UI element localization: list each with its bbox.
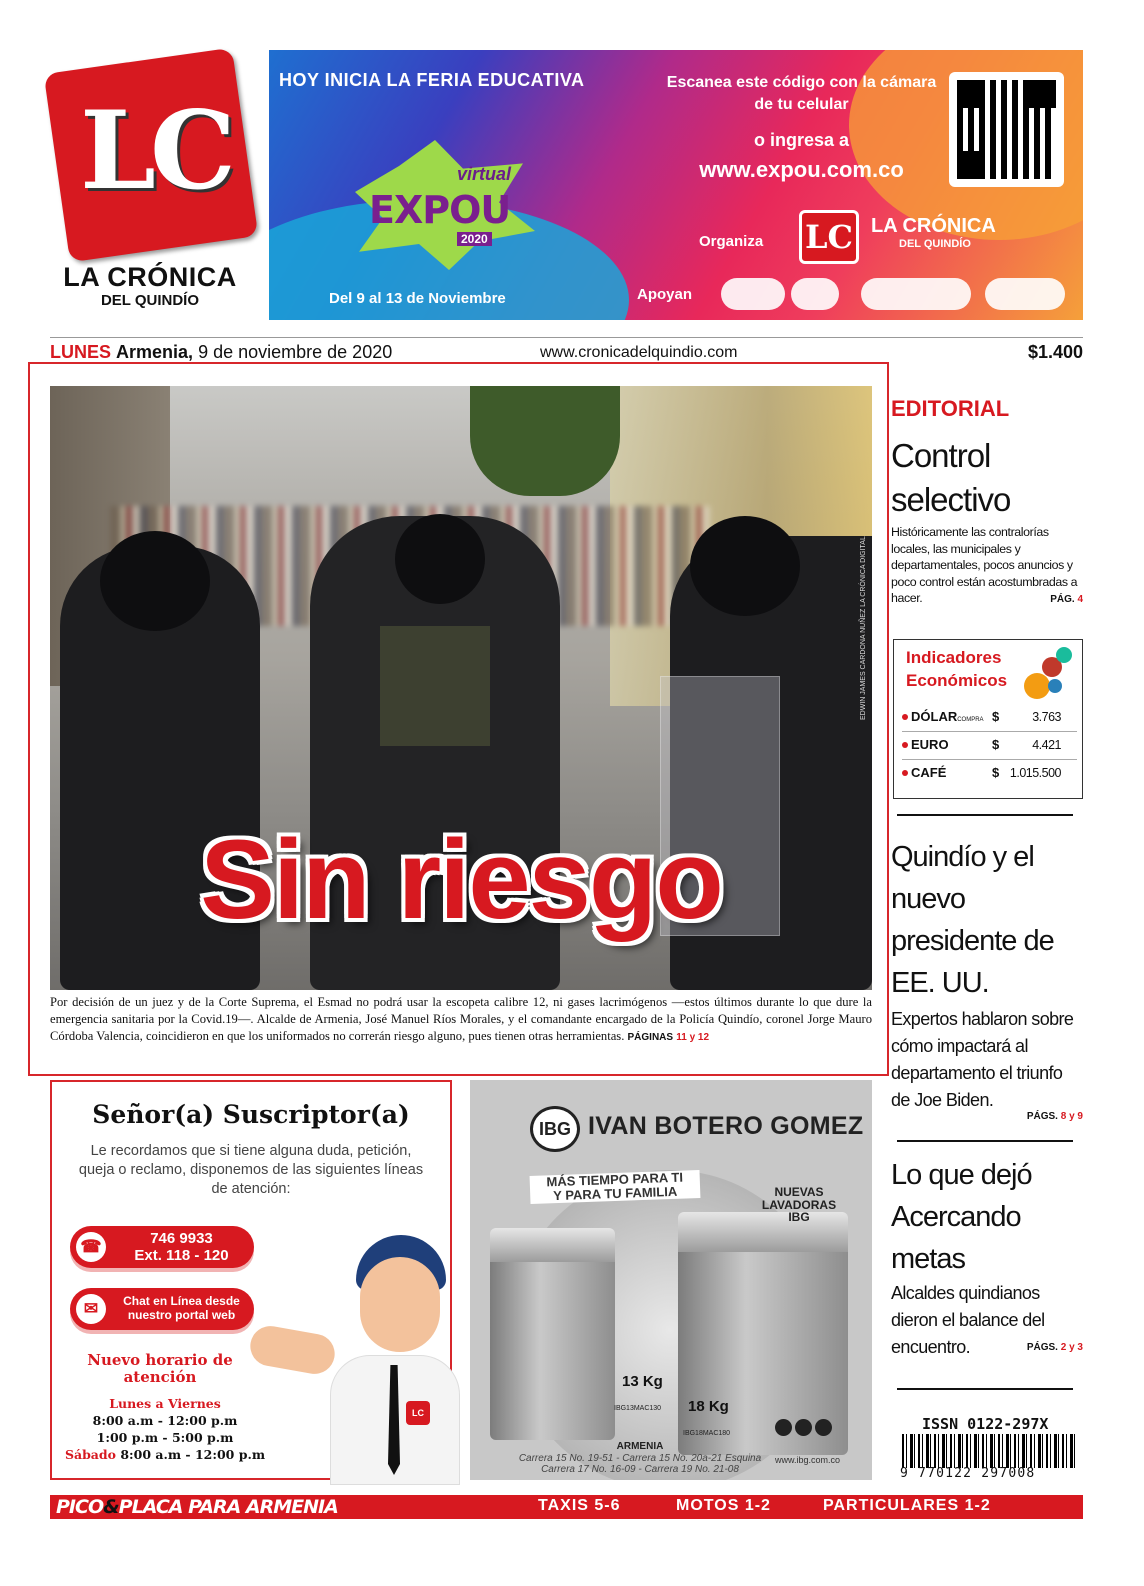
top-rule [50,337,1083,338]
subscriber-title: Señor(a) Suscriptor(a) [92,1100,410,1129]
indicator-currency: $ [992,737,1000,752]
expou-tag: virtual [457,164,512,184]
barcode-number: 9 770122 297008 [900,1466,1036,1481]
ibg-addr2: Carrera 17 No. 16-09 - Carrera 19 No. 21-08 [541,1464,739,1475]
banner-url[interactable]: www.expou.com.co [699,157,904,182]
organizer-subname: DEL QUINDÍO [899,238,971,250]
lead-caption [50,994,872,1046]
indicator-currency: $ [992,765,1000,780]
youtube-icon [815,1419,832,1436]
organiza-label: Organiza [699,233,764,250]
chat-pill[interactable] [70,1288,254,1330]
taxis-rule: TAXIS 5-6 [538,1497,621,1514]
indicator-row-cafe [902,762,1077,788]
expou-word: EXPOU [369,188,511,232]
weekdays-am: 8:00 a.m - 12:00 p.m [92,1413,238,1428]
social-icons [775,1419,845,1439]
saturday-label: Sábado [64,1447,116,1462]
weekdays-label: Lunes a Viernes [109,1396,221,1411]
apoyan-label: Apoyan [637,286,693,303]
phone-number: 746 9933 [150,1230,213,1247]
banner-dates: Del 9 al 13 de Noviembre [329,290,506,307]
pico-word: PICO [56,1496,104,1518]
editorial-text: Históricamente las contralorías locales, las municipales y departamentales, pocos anuncios y poco control están acostumbradas a hacer. [891,525,1078,605]
chat-line1: Chat en Línea desde [123,1294,240,1308]
editorial-pag-label: PÁG. [1050,594,1075,605]
indicator-value: 4.421 [1032,738,1061,752]
phone-icon: ☎ [76,1232,106,1262]
ibg-web[interactable]: www.ibg.com.co [775,1455,841,1465]
story-pag-label: PÁGS. [1026,1342,1058,1353]
lead-pages-label: PÁGINAS [627,1032,674,1043]
phone-pill[interactable] [70,1226,254,1268]
story-text-acercando: Alcaldes quindianos dieron el balance del encuentro. [891,1283,1045,1357]
ibg-logo: IBG [530,1106,580,1152]
photo-credit: EDWIN JAMES CARDONA NUÑEZ LA CRÓNICA DIGITAL [860,536,867,720]
agent-badge: LC [406,1401,430,1425]
placa-word: PLACA PARA ARMENIA [118,1496,338,1518]
indicator-name: DÓLAR [911,709,958,724]
ibg-nuevas: NUEVAS LAVADORAS IBG [761,1185,837,1224]
indicators-title-line1: Indicadores [906,648,1002,667]
ibg-slogan-line1: MÁS TIEMPO PARA TI [546,1169,684,1190]
washer-model-2: IBG18MAC180 [683,1430,731,1437]
editorial-title[interactable]: Control selectivo [891,437,1011,518]
indicator-row-dolar [902,706,1077,732]
washer-capacity-2: 18 Kg [688,1398,729,1415]
story-pag: 8 y 9 [1060,1111,1083,1122]
pico-placa-title [56,1496,338,1518]
particulares-rule: PARTICULARES 1-2 [823,1497,991,1514]
issn-label: ISSN 0122-297X [922,1415,1049,1433]
pico-placa-bar [50,1495,1083,1519]
qr-code-icon [949,72,1064,187]
story-title-acercando[interactable]: Lo que dejó Acercando metas [891,1159,1032,1275]
divider [897,814,1073,816]
editorial-kicker: EDITORIAL [891,396,1010,421]
story-page-ref[interactable] [891,1111,1083,1122]
sponsor-logo-1 [721,278,785,310]
organizer-name: LA CRÓNICA [871,215,996,237]
phone-ext: Ext. 118 - 120 [134,1247,229,1264]
indicators-chart-icon [1018,645,1078,703]
editorial-pag: 4 [1077,594,1083,605]
schedule-title: Nuevo horario de atención [87,1351,233,1386]
indicator-note: COMPRA [957,717,984,723]
newspaper-name: LA CRÓNICA [63,262,237,292]
organizer-logo: LC [799,210,859,264]
indicator-value: 3.763 [1032,710,1061,724]
subscriber-text: Le recordamos que si tiene alguna duda, petición, queja o reclamo, disponemos de las siguientes líneas de atención: [78,1143,424,1197]
call-center-agent-illustration [250,1225,450,1480]
divider [897,1388,1073,1390]
lead-headline[interactable]: Sin riesgo [200,817,722,942]
story-text-quindio: Expertos hablaron sobre cómo impactará al departamento el triunfo de Joe Biden. [891,1009,1074,1110]
lead-pages[interactable]: 11 y 12 [676,1032,710,1043]
indicator-name: CAFÉ [911,765,947,780]
dateline-city: Armenia, [116,342,194,362]
ibg-addr1: Carrera 15 No. 19-51 - Carrera 15 No. 20a-21 Esquina [518,1452,762,1464]
banner-headline: HOY INICIA LA FERIA EDUCATIVA [279,70,585,90]
dateline [50,342,392,363]
saturday-hours: 8:00 a.m - 12:00 p.m [120,1447,266,1462]
dateline-date: 9 de noviembre de 2020 [198,342,393,362]
indicators-title-line2: Económicos [906,671,1008,690]
story-page-ref[interactable] [891,1342,1083,1353]
banner-or-text: o ingresa a [753,130,850,150]
issue-price: $1.400 [1027,342,1083,362]
expou-banner-ad[interactable] [269,50,1083,320]
divider [897,1140,1073,1142]
dateline-day: LUNES [50,342,112,362]
chat-line2: nuestro portal web [127,1308,236,1322]
weekdays-pm: 1:00 p.m - 5:00 p.m [96,1430,234,1445]
indicator-currency: $ [992,709,1000,724]
indicator-row-euro [902,734,1077,760]
newspaper-subname: DEL QUINDÍO [100,292,200,309]
website-link[interactable]: www.cronicadelquindio.com [540,344,738,361]
ibg-address [490,1441,790,1476]
indicator-value: 1.015.500 [1009,766,1061,780]
logo-letters: LC [80,88,230,214]
ibg-slogan [530,1170,701,1204]
banner-scan-text: Escanea este código con la cámara de tu celular [666,74,937,113]
saturday-line [60,1446,270,1463]
facebook-icon [775,1419,792,1436]
expou-year: 2020 [457,232,492,246]
story-title-quindio[interactable]: Quindío y el nuevo presidente de EE. UU. [891,841,1054,999]
story-pag: 2 y 3 [1060,1342,1083,1353]
ibg-name: IVAN BOTERO GOMEZ [588,1112,864,1140]
barcode-icon [902,1434,1078,1468]
chat-icon: ✉ [76,1294,106,1324]
story-pag-label: PÁGS. [1026,1111,1058,1122]
sponsor-logo-2 [791,278,839,310]
amp-symbol: & [103,1496,119,1518]
ibg-slogan-line2: Y PARA TU FAMILIA [553,1183,678,1204]
lead-caption-text: Por decisión de un juez y de la Corte Suprema, el Esmad no podrá usar la escopeta calibre 12, ni gases lacrimógenos —estos últimos durante lo que dure la emergencia sanitaria por la Covid.19—. Alcalde de Armenia, José Manuel Ríos Morales, y el comandante encargado de la Policía Quindío, coronel Jorge Mauro Córdoba Valencia, coincidieron en que los uniformados no correrán riesgo alguno, pues tienen otras herramientas. [50,995,872,1043]
indicators-title [906,646,1007,692]
masthead-logo [50,56,250,256]
ibg-city: ARMENIA [616,1441,664,1452]
editorial-page-ref[interactable] [891,594,1083,605]
sponsor-logo-3 [861,278,971,310]
indicator-name: EURO [911,737,949,752]
instagram-icon [795,1419,812,1436]
motos-rule: MOTOS 1-2 [676,1497,771,1514]
washer-model-1: IBG13MAC130 [614,1405,662,1412]
washer-capacity-1: 13 Kg [622,1373,663,1390]
sponsor-logo-4 [985,278,1065,310]
expou-logo [339,140,539,260]
